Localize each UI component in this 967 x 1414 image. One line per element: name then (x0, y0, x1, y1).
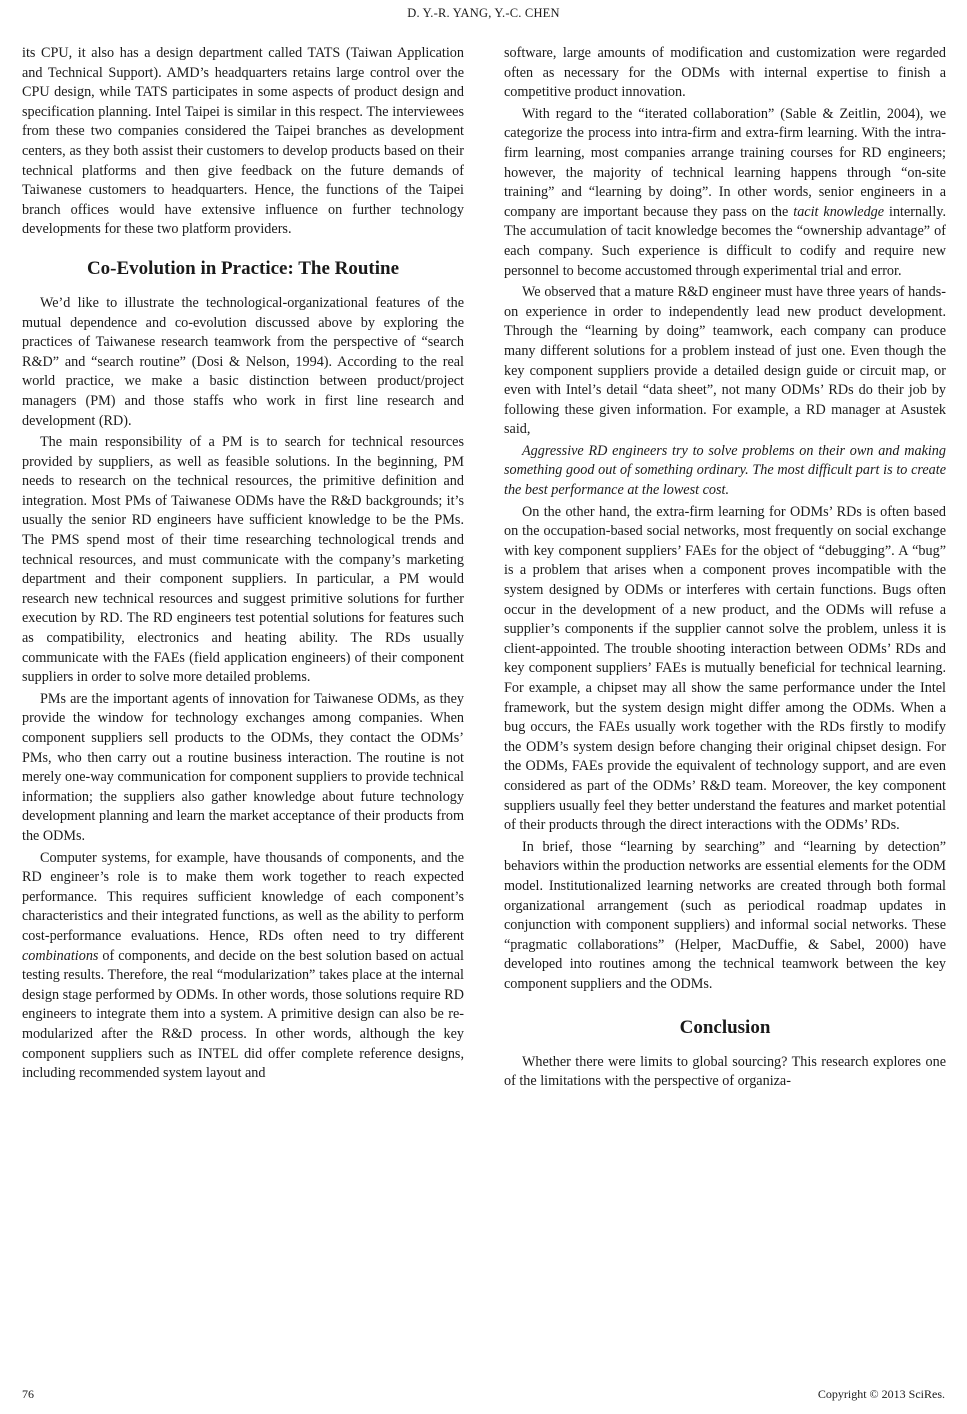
right-column (504, 44, 946, 1094)
running-head: D. Y.-R. YANG, Y.-C. CHEN (407, 6, 560, 20)
paragraph: On the other hand, the extra-firm learning for ODMs’ RDs is often based on the occupation-based social networks, most frequently on social exchange with key component suppliers’ FAEs for the object of “debugging”. A “bug” is a problem that arises when a component proves incompatible with the system designed by ODMs or interferes with certain functions. Bugs often occur in the development of a new product, and the ODMs will refuse a supplier’s components if the supplier cannot solve the problem, unless it is client-appointed. The trouble shooting interaction between ODMs’ RDs and key component suppliers’ FAEs is mutually beneficial for technical learning. For example, a chipset may all show the same performance under the Intel framework, but the system design might differ among the ODMs. When a bug occurs, the FAEs usually work together with the RDs firstly to modify the ODM’s system design before changing their original chipset design. For the ODMs, FAEs provide the equivalent of technology support, and are even considered as part of the ODMs’ R&D team. Moreover, the key component suppliers usually feel they better understand the features and market potential of their products through the direct interactions with the ODMs’ RDs. (504, 503, 946, 834)
paragraph: PMs are the important agents of innovation for Taiwanese ODMs, as they provide the window for technology exchanges among companies. When component suppliers sell products to the ODMs, they contact the ODMs’ PMs, who then carry out a routine business interaction. The routine is not merely one-way communication for component suppliers to provide technical information; the suppliers also gather knowledge about future technology development planning and learn the market acceptance of their products from the ODMs. (22, 690, 464, 844)
page-number: 76 (22, 1387, 34, 1401)
paragraph: The main responsibility of a PM is to search for technical resources provided by suppliers, as well as feasible solutions. In the beginning, PM needs to research on the technical resources, the primitive definition and integration. Most PMs of Taiwanese ODMs have the R&D backgrounds; it’s usually the senior RD engineers have sufficient knowledge to be the PMs. The PMS spend most of their time researching technological trends and technical resources, and must communicate with the company’s marketing department and their component suppliers. In particular, a PM would research new technical resources and suggest primitive solutions for further execution by RD. The RD engineers test potential solutions for features such as compatibility, electronics and heating ability. The RDs usually communicate with the FAEs (field application engineers) of their component suppliers in order to solve more detailed problems. (22, 434, 464, 686)
section-heading: Conclusion (679, 1016, 771, 1038)
quote-text: Aggressive RD engineers try to solve problems on their own and making something good out of something ordinary. The most difficult part is to create the best performance at the lowest cost. (504, 442, 946, 499)
paragraph: In brief, those “learning by searching” and “learning by detection” behaviors within the production networks are essential elements for the ODM model. Institutionalized learning networks are created through both formal organizational arrangement (such as periodical roadmap updates in conjunction with component suppliers) and informal social networks. These “pragmatic collaborations” (Helper, MacDuffie, & Sabel, 2000) have developed into routines among the technical teamwork between the key component suppliers and the ODMs. (504, 838, 946, 992)
text-span: of components, and decide on the best solution based on actual testing results. Therefore, the real “modularization” takes place at the internal design stage performed by ODMs. In other words, those solutions require RD engineers to integrate them into a system. A primitive design can also be re-modularized after the R&D process. In other words, although the key component suppliers such as INTEL did offer complete reference designs, including recommended system layout and (22, 947, 464, 1082)
paragraph (22, 849, 464, 1084)
paragraph: software, large amounts of modification and customization were regarded often as necessary for the ODMs with internal expertise to finish a competitive product innovation. (504, 45, 946, 101)
paragraph: We’d like to illustrate the technological-organizational features of the mutual dependence and co-evolution discussed above by exploring the practices of Taiwanese research teamwork from the perspective of “search R&D” and “search routine” (Dosi & Nelson, 1994). According to the real world practice, we make a basic distinction between product/project managers (PM) and those staffs who work in first line research and development (RD). (22, 294, 464, 429)
text-span: internally. The accumulation of tacit knowledge becomes the “ownership advantage” of each company. Such experience is difficult to codify and require new personnel to become accustomed through experimental trial and error. (504, 203, 947, 279)
block-quote (504, 442, 946, 501)
paragraph: We observed that a mature R&D engineer must have three years of hands-on experience in order to independently lead new product development. Through the “learning by doing” teamwork, each company can produce many different solutions for a problem instead of just one. Even though the key component suppliers provide a detailed design guide or circuit map, or even with Intel’s detail “data sheet”, not many ODMs’ RDs do their job by following these given information. For example, a RD manager at Asustek said, (504, 284, 946, 438)
paragraph (504, 105, 946, 281)
paragraph: its CPU, it also has a design department called TATS (Taiwan Application and Technical Support). AMD’s headquarters retains large control over the CPU design, while TATS participates in some aspects of product design and specification planning. Intel Taipei is similar in this respect. The interviewees from these two companies considered the Taipei branches as development centers, as they both assist their customers to develop products based on their technical platforms and then give feedback on the future demands of Taiwanese customers to headquarters. Hence, the functions of the Taipei branch offices would have extensive influence on further technology developments for these two platform providers. (22, 45, 464, 238)
emphasis: tacit knowledge (793, 203, 885, 220)
paragraph: Whether there were limits to global sourcing? This research explores one of the limitations with the perspective of organiza- (504, 1053, 946, 1090)
left-column (22, 44, 464, 1086)
copyright-notice: Copyright © 2013 SciRes. (817, 1387, 945, 1401)
text-span: With regard to the “iterated collaboration” (Sable & Zeitlin, 2004), we categorize the process into intra-firm and extra-firm learning. With the intra-firm learning, most companies arrange training courses for RD engineers; however, the majority of technical learning happens through “on-site training” and “learning by doing”. In other words, senior engineers in a company are important because they pass on the (504, 105, 946, 220)
emphasis: combinations (22, 947, 99, 964)
text-span: Computer systems, for example, have thousands of components, and the RD engineer’s role is to make them work together to reach expected performance. This requires sufficient knowledge of each component’s characteristics and their integrated functions, as well as the ability to perform cost-performance evaluations. Hence, RDs often need to try different (22, 849, 464, 944)
section-heading: Co-Evolution in Practice: The Routine (86, 257, 400, 279)
